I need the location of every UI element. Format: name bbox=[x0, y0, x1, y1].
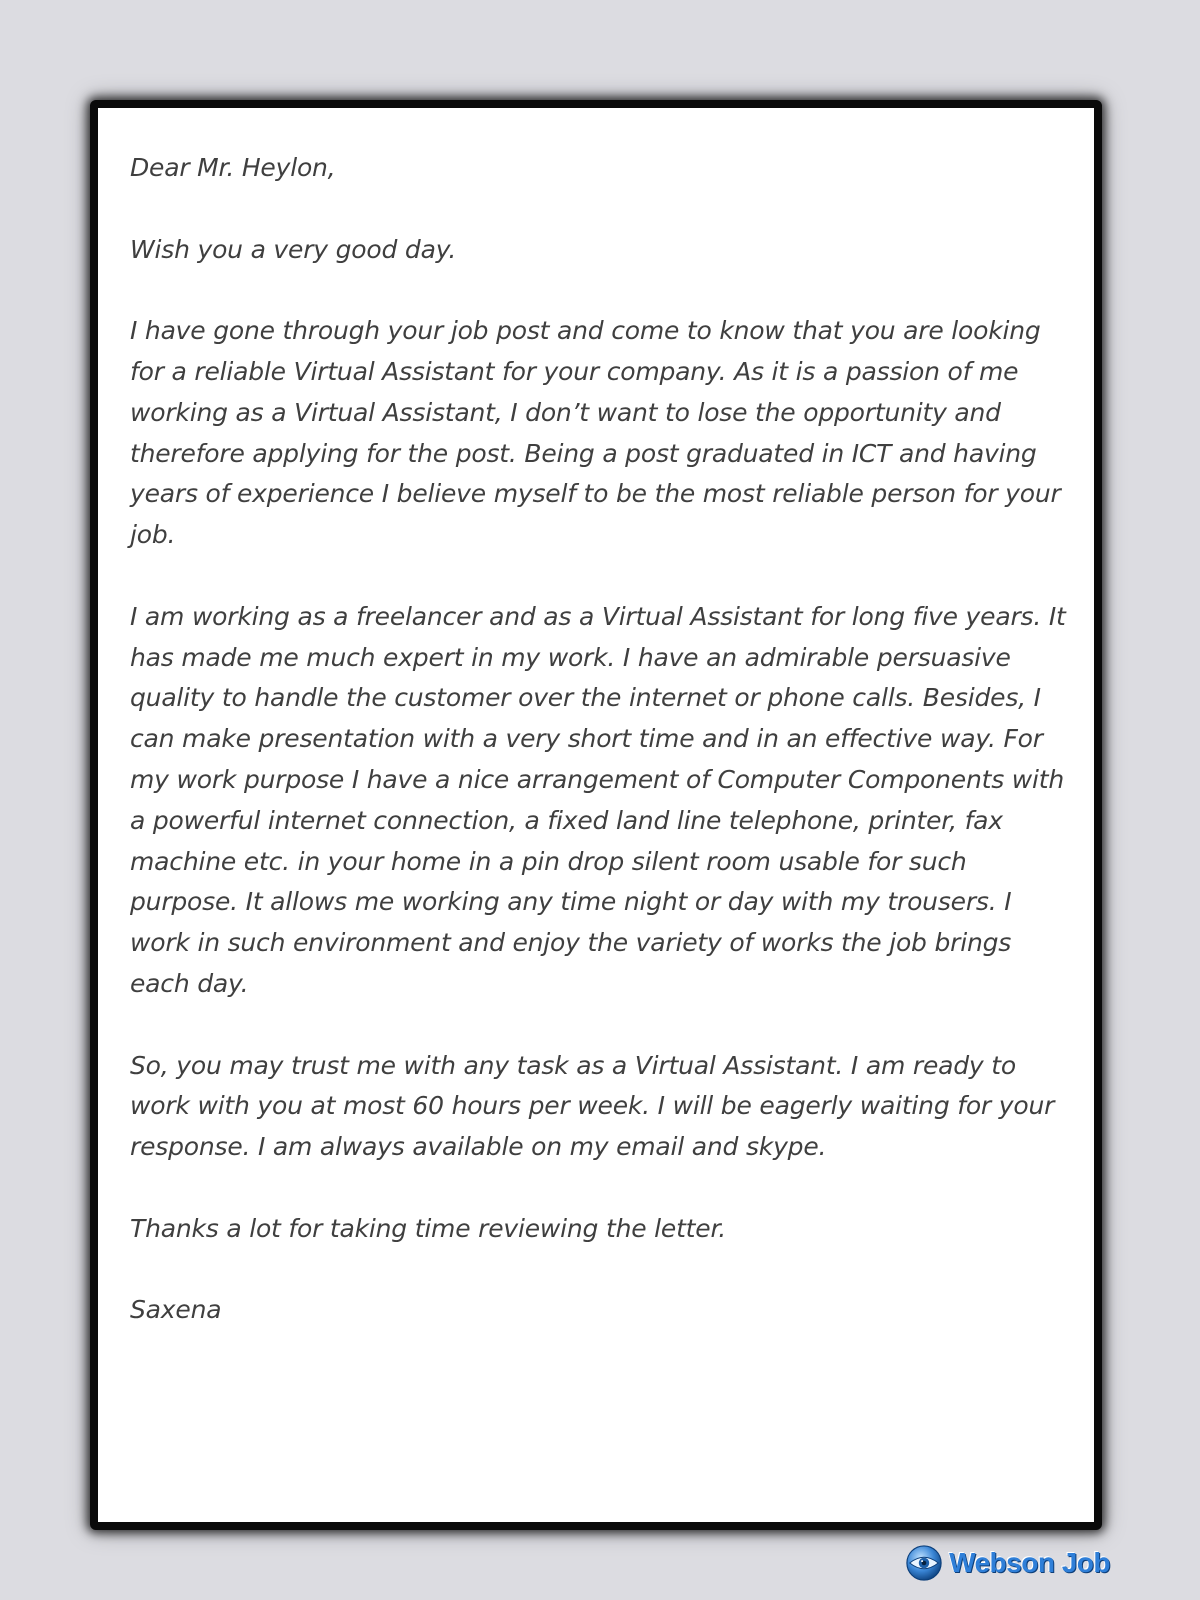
brand-logo bbox=[905, 1544, 1110, 1582]
letter-greeting: Wish you a very good day. bbox=[130, 234, 457, 264]
letter-salutation: Dear Mr. Heylon, bbox=[130, 153, 336, 182]
letter-card bbox=[90, 100, 1102, 1530]
letter-closing: Thanks a lot for taking time reviewing the letter. bbox=[130, 1213, 726, 1243]
letter-signature: Saxena bbox=[130, 1295, 222, 1325]
letter-paragraph-2: I am working as a freelancer and as a Virtual Assistant for long five years. It has made me much expert in my work. I have an admirable persuasive quality to handle the customer over the internet or phone calls. Besides, I can make presentation with a very short time and in an effective way. For my work purpose I have a nice arrangement of Computer Components with a powerful internet connection, a fixed land line telephone, printer, fax machine etc. in your home in a pin drop silent room usable for such purpose. It allows me working any time night or day with my trousers. I work in such environment and enjoy the variety of works the job brings each day. bbox=[130, 601, 1066, 998]
letter-paragraph-3: So, you may trust me with any task as a Virtual Assistant. I am ready to work with you at most 60 hours per week. I will be eagerly waiting for your response. I am always available on my email and skype. bbox=[130, 1050, 1055, 1162]
letter-body bbox=[130, 148, 1070, 1331]
globe-eye-icon bbox=[905, 1544, 943, 1582]
letter-paragraph-1: I have gone through your job post and come to know that you are looking for a reliable Virtual Assistant for your company. As it is a passion of me working as a Virtual Assistant, I don’t want to lose the opportunity and therefore applying for the post. Being a post graduated in ICT and having years of experience I believe myself to be the most reliable person for your job. bbox=[130, 316, 1061, 550]
brand-name: Webson Job bbox=[949, 1547, 1110, 1578]
